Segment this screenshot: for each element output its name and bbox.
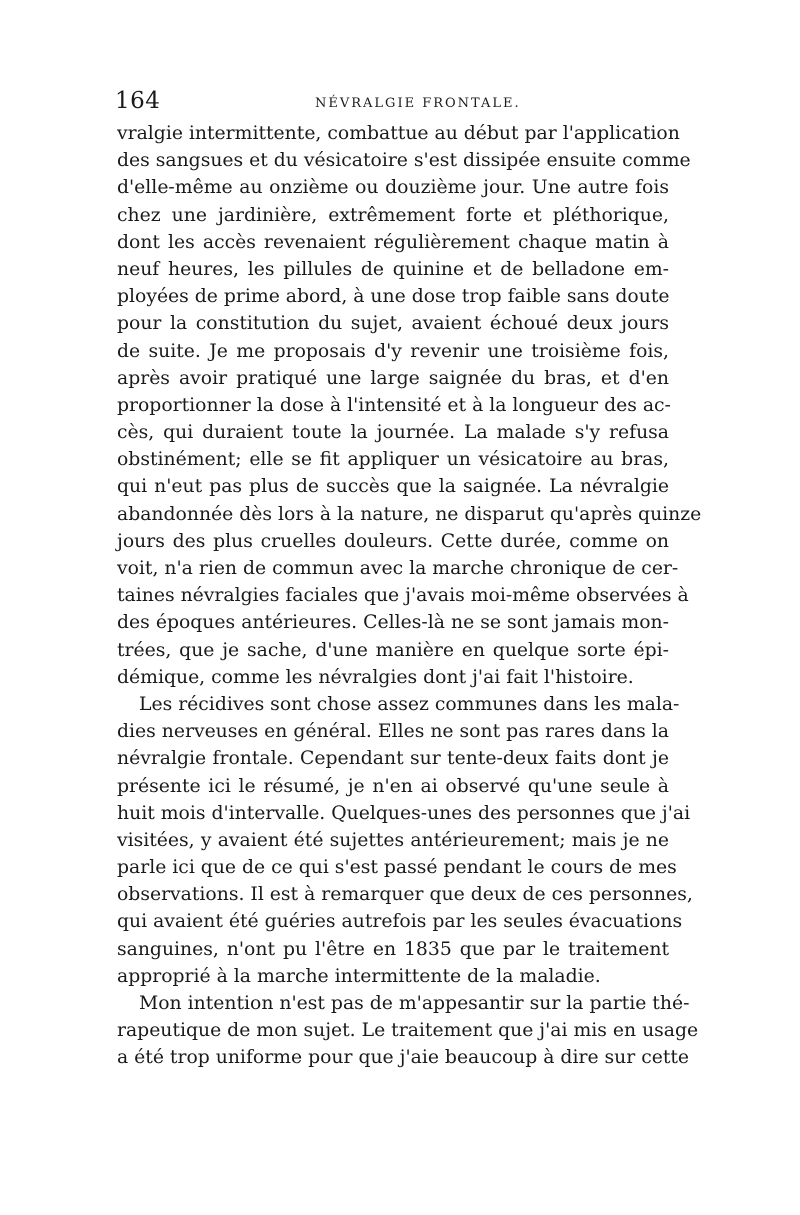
text-line: vralgie intermittente, combattue au début par l'application: [117, 123, 680, 144]
text-line: approprié à la marche intermittente de la maladie.: [117, 965, 601, 987]
text-line: proportionner la dose à l'intensité et à la longueur des ac-: [117, 394, 671, 416]
text-line: taines névralgies faciales que j'avais moi-même observées à: [117, 585, 689, 607]
text-line: des sangsues et du vésicatoire s'est dissipée ensuite comme: [117, 150, 691, 172]
text-line: sanguines, n'ont pu l'être en 1835 que par le traitement: [117, 938, 669, 960]
text-line: ployées de prime abord, à une dose trop faible sans doute: [117, 286, 670, 308]
page-number: 164: [115, 88, 161, 114]
text-line: des époques antérieures. Celles-là ne se sont jamais mon-: [117, 612, 669, 634]
text-line: dies nerveuses en général. Elles ne sont pas rares dans la: [117, 721, 669, 743]
text-line: dont les accès revenaient régulièrement chaque matin à: [117, 231, 669, 253]
text-line: de suite. Je me proposais d'y revenir une troisième fois,: [117, 340, 669, 362]
text-line: observations. Il est à remarquer que deux de ces personnes,: [117, 884, 693, 906]
text-line: névralgie frontale. Cependant sur tente-deux faits dont je: [117, 748, 669, 770]
text-line: trées, que je sache, d'une manière en quelque sorte épi-: [117, 639, 669, 661]
text-line: voit, n'a rien de commun avec la marche chronique de cer-: [117, 558, 679, 579]
text-line: jours des plus cruelles douleurs. Cette durée, comme on: [117, 530, 669, 552]
text-line: pour la constitution du sujet, avaient échoué deux jours: [117, 313, 669, 335]
text-line: parle ici que de ce qui s'est passé pendant le cours de mes: [117, 857, 677, 879]
text-line: abandonnée dès lors à la nature, ne disparut qu'après quinze: [117, 503, 702, 525]
body-text: [117, 120, 702, 1072]
text-line: présente ici le résumé, je n'en ai observé qu'une seule à: [117, 775, 669, 797]
text-line: a été trop uniforme pour que j'aie beaucoup à dire sur cette: [117, 1047, 690, 1069]
text-line: chez une jardinière, extrêmement forte et pléthorique,: [117, 204, 669, 226]
running-title: NÉVRALGIE FRONTALE.: [315, 96, 521, 111]
text-line: Mon intention n'est pas de m'appesantir sur la partie thé-: [139, 993, 690, 1014]
text-line: obstinément; elle se fit appliquer un vésicatoire au bras,: [117, 449, 669, 471]
text-line: Les récidives sont chose assez communes dans les mala-: [139, 693, 680, 715]
text-line: d'elle-même au onzième ou douzième jour. Une autre fois: [117, 177, 669, 199]
text-line: huit mois d'intervalle. Quelques-unes des personnes que j'ai: [117, 802, 691, 824]
text-line: qui avaient été guéries autrefois par les seules évacuations: [117, 911, 683, 933]
text-line: visitées, y avaient été sujettes antérieurement; mais je ne: [117, 829, 669, 851]
text-line: cès, qui duraient toute la journée. La malade s'y refusa: [117, 422, 669, 444]
text-line: démique, comme les névralgies dont j'ai fait l'histoire.: [117, 666, 634, 688]
page-header: [115, 88, 675, 118]
text-line: neuf heures, les pillules de quinine et de belladone em-: [117, 258, 669, 280]
text-line: rapeutique de mon sujet. Le traitement que j'ai mis en usage: [117, 1020, 699, 1042]
text-line: qui n'eut pas plus de succès que la saignée. La névralgie: [117, 476, 669, 498]
text-line: après avoir pratiqué une large saignée du bras, et d'en: [117, 367, 669, 389]
